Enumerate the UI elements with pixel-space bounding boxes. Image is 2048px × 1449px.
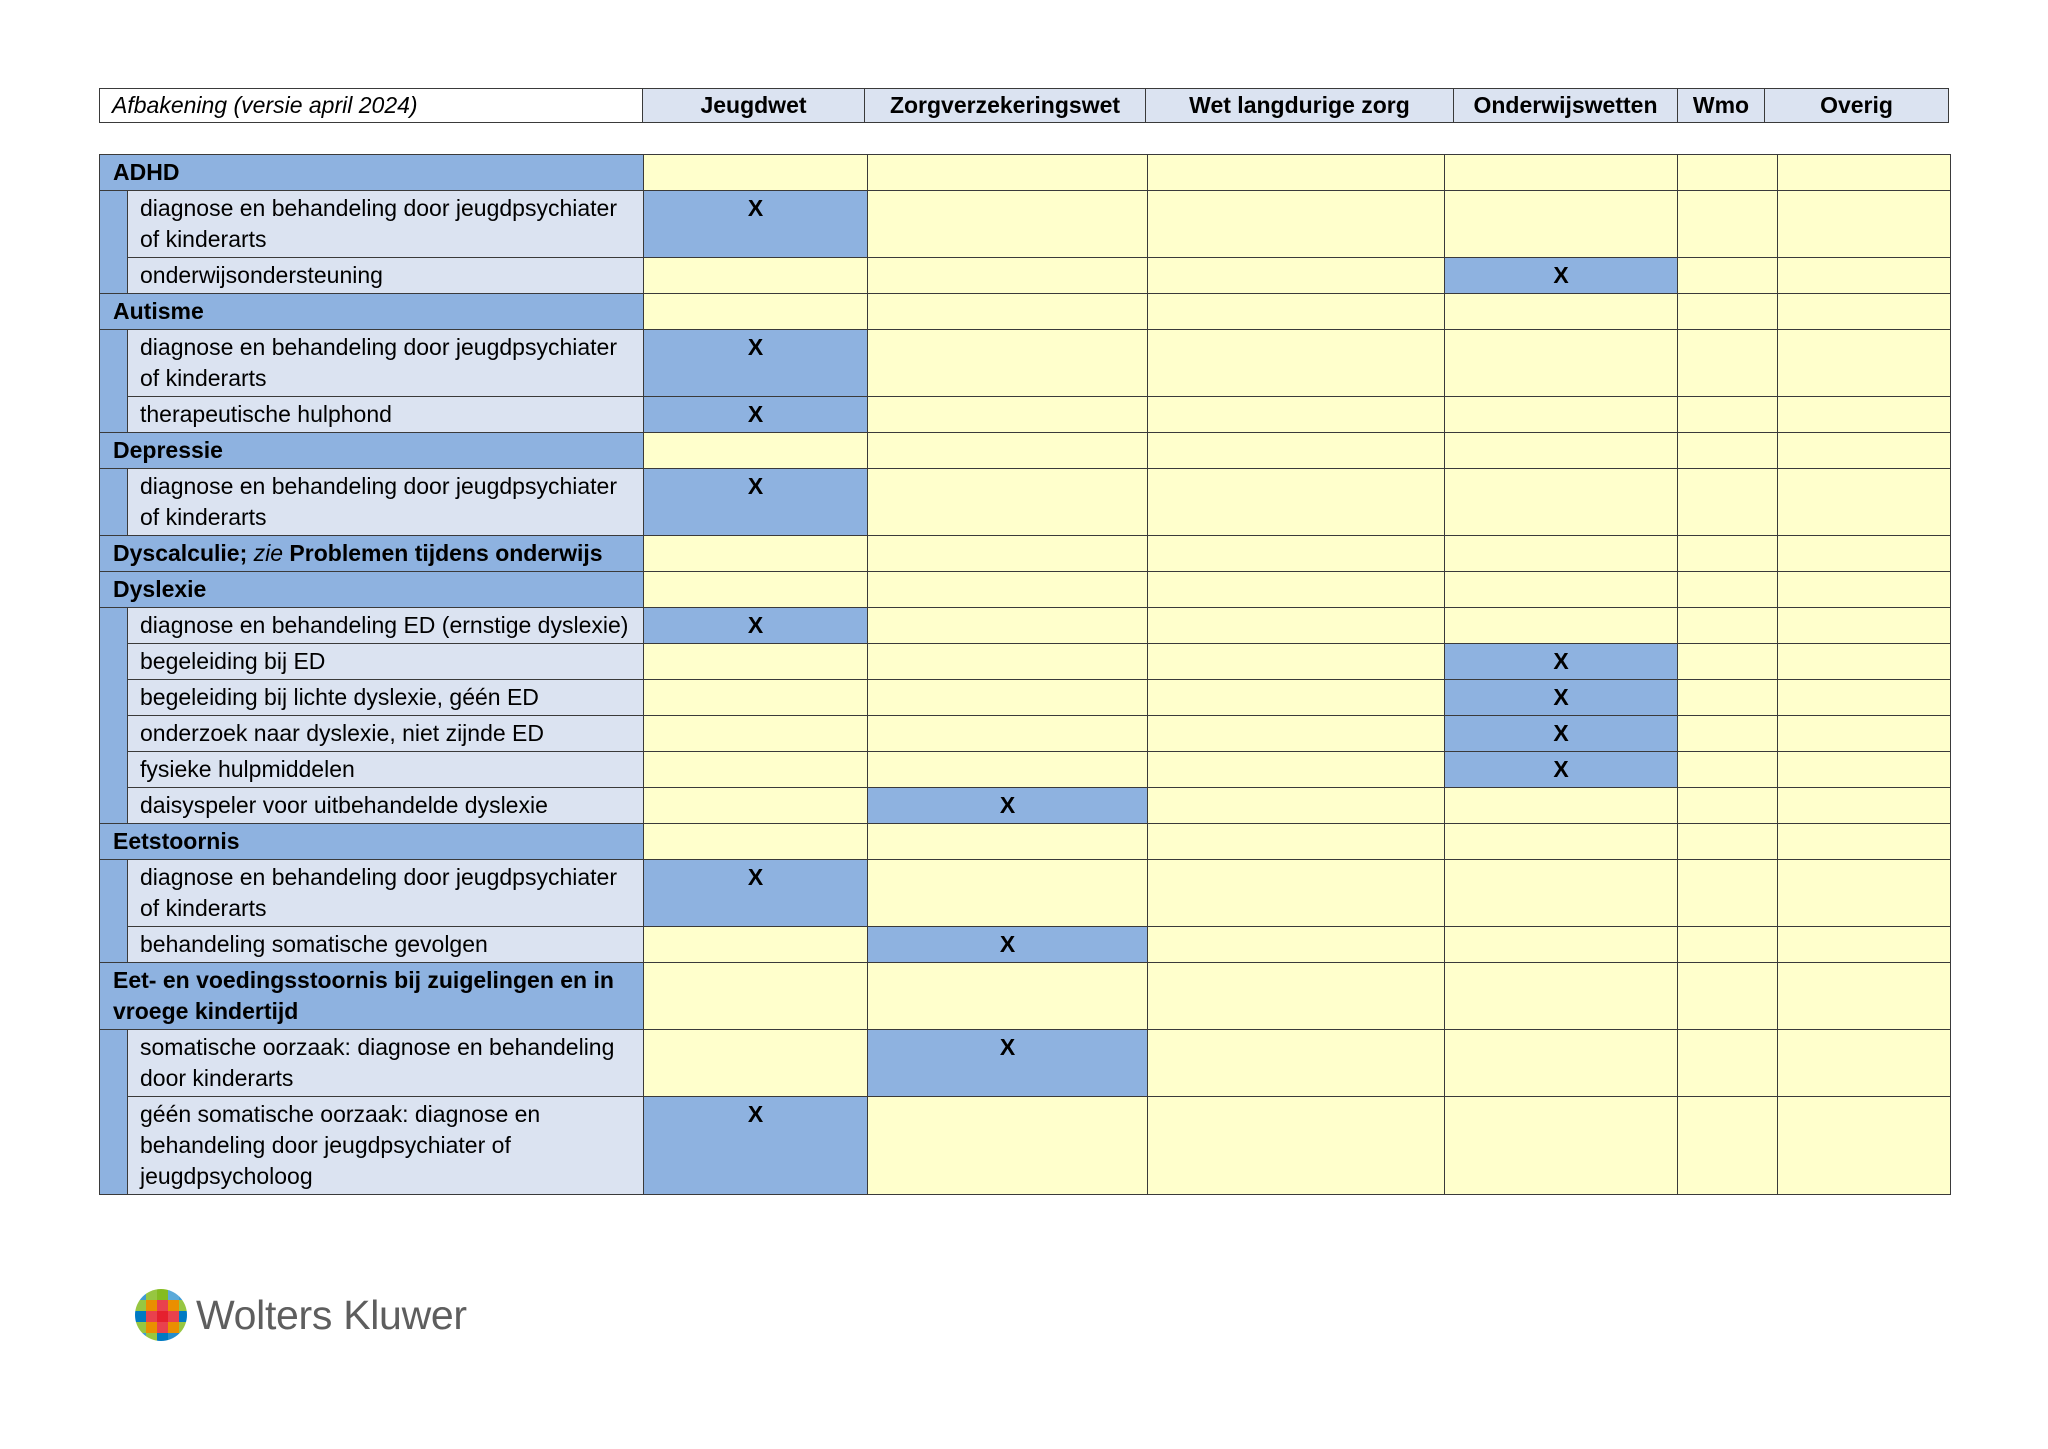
cell-onderwijswetten	[1445, 397, 1678, 433]
column-header-overig: Overig	[1765, 89, 1949, 123]
subitem-row	[100, 680, 1951, 716]
subitem-label: somatische oorzaak: diagnose en behandeling door kinderarts	[128, 1030, 644, 1097]
cell-onderwijswetten	[1445, 469, 1678, 536]
subitem-row	[100, 644, 1951, 680]
cell-jeugdwet	[644, 1030, 868, 1097]
category-label	[100, 155, 644, 191]
globe-tile	[135, 1333, 146, 1343]
cell-wet-langdurige-zorg	[1148, 716, 1445, 752]
cell-jeugdwet: X	[644, 1097, 868, 1195]
cell-jeugdwet: X	[644, 330, 868, 397]
cell-wet-langdurige-zorg	[1148, 1097, 1445, 1195]
cell-wmo	[1678, 608, 1778, 644]
subitem-row	[100, 191, 1951, 258]
cell-wmo	[1678, 155, 1778, 191]
cell-overig	[1778, 788, 1951, 824]
cell-zorgverzekeringswet	[868, 469, 1148, 536]
cell-overig	[1778, 155, 1951, 191]
cell-jeugdwet	[644, 680, 868, 716]
subitem-row	[100, 927, 1951, 963]
cell-zorgverzekeringswet	[868, 752, 1148, 788]
column-header-onderwijswetten: Onderwijswetten	[1454, 89, 1678, 123]
cell-overig	[1778, 752, 1951, 788]
category-label-text: Dyscalculie;	[113, 540, 254, 566]
wolters-kluwer-globe-icon	[134, 1287, 190, 1343]
subitem-label: diagnose en behandeling ED (ernstige dyslexie)	[128, 608, 644, 644]
globe-tile	[146, 1333, 157, 1343]
cell-jeugdwet	[644, 716, 868, 752]
cell-wet-langdurige-zorg	[1148, 644, 1445, 680]
globe-tile	[157, 1289, 168, 1300]
wolters-kluwer-logo	[134, 1287, 467, 1343]
cell-jeugdwet	[644, 258, 868, 294]
globe-tile	[179, 1300, 190, 1311]
cell-wmo	[1678, 752, 1778, 788]
category-row	[100, 572, 1951, 608]
category-row	[100, 294, 1951, 330]
cell-onderwijswetten	[1445, 191, 1678, 258]
cell-onderwijswetten: X	[1445, 644, 1678, 680]
cell-jeugdwet	[644, 788, 868, 824]
globe-tile	[135, 1322, 146, 1333]
subitem-row	[100, 608, 1951, 644]
globe-tile	[135, 1300, 146, 1311]
category-label-text: ADHD	[113, 159, 180, 185]
cell-wet-langdurige-zorg	[1148, 927, 1445, 963]
category-row	[100, 963, 1951, 1030]
subitem-label: therapeutische hulphond	[128, 397, 644, 433]
cell-overig	[1778, 191, 1951, 258]
cell-overig	[1778, 572, 1951, 608]
cell-onderwijswetten	[1445, 536, 1678, 572]
globe-tile	[168, 1300, 179, 1311]
header-table	[99, 88, 1949, 123]
category-label-italic: zie	[253, 540, 284, 566]
cell-zorgverzekeringswet	[868, 824, 1148, 860]
subitem-label: begeleiding bij ED	[128, 644, 644, 680]
cell-wet-langdurige-zorg	[1148, 294, 1445, 330]
globe-tile	[146, 1289, 157, 1300]
category-label	[100, 572, 644, 608]
cell-wet-langdurige-zorg	[1148, 824, 1445, 860]
cell-wet-langdurige-zorg	[1148, 536, 1445, 572]
category-label	[100, 963, 644, 1030]
cell-wmo	[1678, 572, 1778, 608]
subitem-label: diagnose en behandeling door jeugdpsychiater of kinderarts	[128, 330, 644, 397]
cell-overig	[1778, 824, 1951, 860]
cell-wmo	[1678, 788, 1778, 824]
cell-onderwijswetten	[1445, 330, 1678, 397]
cell-zorgverzekeringswet	[868, 860, 1148, 927]
cell-onderwijswetten	[1445, 824, 1678, 860]
globe-tile	[168, 1322, 179, 1333]
cell-zorgverzekeringswet	[868, 536, 1148, 572]
cell-onderwijswetten	[1445, 788, 1678, 824]
cell-jeugdwet	[644, 927, 868, 963]
subitem-row	[100, 860, 1951, 927]
cell-wet-langdurige-zorg	[1148, 469, 1445, 536]
cell-wet-langdurige-zorg	[1148, 191, 1445, 258]
cell-overig	[1778, 433, 1951, 469]
cell-wet-langdurige-zorg	[1148, 572, 1445, 608]
cell-jeugdwet	[644, 536, 868, 572]
category-indent-bar	[100, 191, 128, 294]
subitem-row	[100, 1030, 1951, 1097]
cell-jeugdwet: X	[644, 608, 868, 644]
cell-onderwijswetten	[1445, 860, 1678, 927]
category-label-text: Eet- en voedingsstoornis bij zuigelingen en in vroege kindertijd	[113, 967, 614, 1024]
cell-onderwijswetten: X	[1445, 716, 1678, 752]
demarcation-table	[99, 154, 1951, 1195]
globe-tile	[157, 1322, 168, 1333]
subitem-row	[100, 752, 1951, 788]
cell-jeugdwet: X	[644, 397, 868, 433]
globe-tile	[157, 1333, 168, 1343]
subitem-row	[100, 397, 1951, 433]
cell-onderwijswetten	[1445, 155, 1678, 191]
cell-onderwijswetten: X	[1445, 258, 1678, 294]
category-row	[100, 536, 1951, 572]
category-indent-bar	[100, 469, 128, 536]
cell-wmo	[1678, 294, 1778, 330]
cell-zorgverzekeringswet: X	[868, 788, 1148, 824]
cell-wmo	[1678, 927, 1778, 963]
subitem-label: onderwijsondersteuning	[128, 258, 644, 294]
cell-onderwijswetten	[1445, 572, 1678, 608]
cell-onderwijswetten	[1445, 433, 1678, 469]
subitem-label: diagnose en behandeling door jeugdpsychiater of kinderarts	[128, 860, 644, 927]
cell-onderwijswetten	[1445, 963, 1678, 1030]
cell-wmo	[1678, 963, 1778, 1030]
cell-zorgverzekeringswet	[868, 644, 1148, 680]
category-label-text: Eetstoornis	[113, 828, 240, 854]
subitem-row	[100, 258, 1951, 294]
cell-overig	[1778, 1030, 1951, 1097]
cell-overig	[1778, 469, 1951, 536]
cell-zorgverzekeringswet	[868, 155, 1148, 191]
cell-wmo	[1678, 680, 1778, 716]
globe-tile	[179, 1289, 190, 1300]
globe-tile	[168, 1333, 179, 1343]
subitem-label: fysieke hulpmiddelen	[128, 752, 644, 788]
category-label	[100, 294, 644, 330]
cell-wmo	[1678, 824, 1778, 860]
cell-jeugdwet	[644, 644, 868, 680]
cell-overig	[1778, 927, 1951, 963]
cell-wet-langdurige-zorg	[1148, 752, 1445, 788]
cell-zorgverzekeringswet	[868, 397, 1148, 433]
subitem-label: diagnose en behandeling door jeugdpsychiater of kinderarts	[128, 469, 644, 536]
cell-wmo	[1678, 1097, 1778, 1195]
globe-tile	[168, 1289, 179, 1300]
category-indent-bar	[100, 1030, 128, 1195]
subitem-row	[100, 330, 1951, 397]
cell-zorgverzekeringswet	[868, 1097, 1148, 1195]
cell-overig	[1778, 608, 1951, 644]
cell-wet-langdurige-zorg	[1148, 258, 1445, 294]
cell-wmo	[1678, 469, 1778, 536]
cell-jeugdwet: X	[644, 191, 868, 258]
cell-wmo	[1678, 330, 1778, 397]
cell-wmo	[1678, 258, 1778, 294]
cell-wmo	[1678, 644, 1778, 680]
globe-tile	[135, 1289, 146, 1300]
globe-tile	[179, 1311, 190, 1322]
column-header-wet-langdurige-zorg: Wet langdurige zorg	[1146, 89, 1454, 123]
subitem-row	[100, 1097, 1951, 1195]
cell-jeugdwet	[644, 963, 868, 1030]
cell-onderwijswetten	[1445, 1030, 1678, 1097]
globe-tile	[157, 1311, 168, 1322]
subitem-label: diagnose en behandeling door jeugdpsychiater of kinderarts	[128, 191, 644, 258]
cell-wet-langdurige-zorg	[1148, 1030, 1445, 1097]
brand-name: Wolters Kluwer	[196, 1291, 467, 1338]
cell-zorgverzekeringswet	[868, 963, 1148, 1030]
cell-wet-langdurige-zorg	[1148, 963, 1445, 1030]
subitem-label: begeleiding bij lichte dyslexie, géén ED	[128, 680, 644, 716]
subitem-label: behandeling somatische gevolgen	[128, 927, 644, 963]
category-row	[100, 824, 1951, 860]
cell-overig	[1778, 860, 1951, 927]
cell-zorgverzekeringswet	[868, 572, 1148, 608]
subitem-label: géén somatische oorzaak: diagnose en behandeling door jeugdpsychiater of jeugdpsycholoog	[128, 1097, 644, 1195]
cell-overig	[1778, 294, 1951, 330]
category-label-tail: Problemen tijdens onderwijs	[283, 540, 603, 566]
globe-tile	[146, 1311, 157, 1322]
cell-zorgverzekeringswet	[868, 716, 1148, 752]
cell-wmo	[1678, 433, 1778, 469]
cell-zorgverzekeringswet: X	[868, 927, 1148, 963]
cell-wet-langdurige-zorg	[1148, 155, 1445, 191]
cell-overig	[1778, 716, 1951, 752]
cell-zorgverzekeringswet	[868, 258, 1148, 294]
cell-onderwijswetten: X	[1445, 680, 1678, 716]
cell-overig	[1778, 1097, 1951, 1195]
cell-wmo	[1678, 1030, 1778, 1097]
cell-zorgverzekeringswet	[868, 680, 1148, 716]
category-label-text: Depressie	[113, 437, 223, 463]
cell-wet-langdurige-zorg	[1148, 330, 1445, 397]
cell-jeugdwet	[644, 433, 868, 469]
category-indent-bar	[100, 330, 128, 433]
cell-jeugdwet	[644, 752, 868, 788]
globe-tile	[179, 1322, 190, 1333]
category-row	[100, 155, 1951, 191]
cell-wmo	[1678, 397, 1778, 433]
cell-wmo	[1678, 536, 1778, 572]
document-title: Afbakening (versie april 2024)	[100, 89, 643, 123]
cell-overig	[1778, 536, 1951, 572]
cell-onderwijswetten	[1445, 1097, 1678, 1195]
cell-overig	[1778, 963, 1951, 1030]
cell-wet-langdurige-zorg	[1148, 433, 1445, 469]
cell-overig	[1778, 680, 1951, 716]
globe-tile	[146, 1322, 157, 1333]
subitem-row	[100, 716, 1951, 752]
cell-jeugdwet	[644, 572, 868, 608]
globe-tile	[135, 1311, 146, 1322]
cell-wmo	[1678, 716, 1778, 752]
globe-tile	[168, 1311, 179, 1322]
cell-zorgverzekeringswet	[868, 608, 1148, 644]
cell-jeugdwet: X	[644, 469, 868, 536]
category-label-text: Autisme	[113, 298, 204, 324]
subitem-label: onderzoek naar dyslexie, niet zijnde ED	[128, 716, 644, 752]
category-row	[100, 433, 1951, 469]
cell-jeugdwet	[644, 824, 868, 860]
cell-wet-langdurige-zorg	[1148, 397, 1445, 433]
subitem-row	[100, 788, 1951, 824]
column-header-wmo: Wmo	[1678, 89, 1765, 123]
cell-zorgverzekeringswet	[868, 330, 1148, 397]
cell-wet-langdurige-zorg	[1148, 860, 1445, 927]
cell-overig	[1778, 644, 1951, 680]
cell-jeugdwet: X	[644, 860, 868, 927]
header-row	[100, 89, 1949, 123]
globe-tile	[146, 1300, 157, 1311]
column-header-zorgverzekeringswet: Zorgverzekeringswet	[865, 89, 1146, 123]
category-indent-bar	[100, 860, 128, 963]
category-label	[100, 536, 644, 572]
globe-tile	[157, 1300, 168, 1311]
cell-overig	[1778, 258, 1951, 294]
cell-onderwijswetten: X	[1445, 752, 1678, 788]
category-indent-bar	[100, 608, 128, 824]
column-header-jeugdwet: Jeugdwet	[643, 89, 865, 123]
cell-zorgverzekeringswet	[868, 433, 1148, 469]
cell-onderwijswetten	[1445, 927, 1678, 963]
cell-wet-langdurige-zorg	[1148, 608, 1445, 644]
cell-jeugdwet	[644, 294, 868, 330]
cell-onderwijswetten	[1445, 608, 1678, 644]
cell-onderwijswetten	[1445, 294, 1678, 330]
cell-wet-langdurige-zorg	[1148, 680, 1445, 716]
globe-tile	[179, 1333, 190, 1343]
cell-zorgverzekeringswet	[868, 191, 1148, 258]
cell-overig	[1778, 330, 1951, 397]
cell-overig	[1778, 397, 1951, 433]
category-label	[100, 433, 644, 469]
subitem-label: daisyspeler voor uitbehandelde dyslexie	[128, 788, 644, 824]
cell-wet-langdurige-zorg	[1148, 788, 1445, 824]
cell-zorgverzekeringswet: X	[868, 1030, 1148, 1097]
category-label-text: Dyslexie	[113, 576, 207, 602]
subitem-row	[100, 469, 1951, 536]
cell-wmo	[1678, 191, 1778, 258]
cell-zorgverzekeringswet	[868, 294, 1148, 330]
cell-wmo	[1678, 860, 1778, 927]
category-label	[100, 824, 644, 860]
cell-jeugdwet	[644, 155, 868, 191]
